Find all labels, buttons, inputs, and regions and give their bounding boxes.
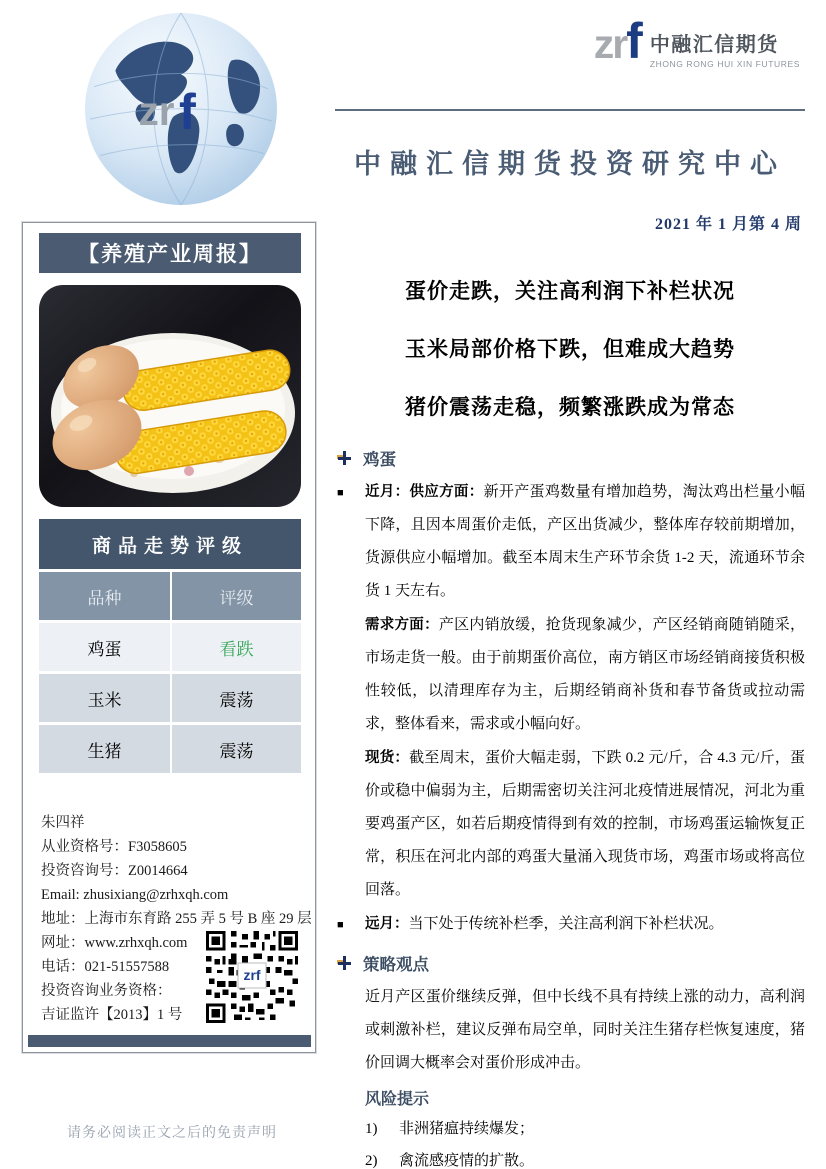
- headline-corn: 玉米局部价格下跌，但难成大趋势: [405, 337, 735, 361]
- company-logo: [593, 13, 800, 69]
- variety-cell: 鸡蛋: [39, 623, 170, 671]
- paragraph-lead: 需求方面：: [365, 617, 439, 633]
- company-name-cn: 中融汇信期货: [649, 34, 779, 56]
- rating-cell: 震荡: [170, 725, 301, 773]
- risk-item-text: 非洲猪瘟持续爆发；: [399, 1121, 535, 1137]
- analyst-qualification-no: 从业资格号：F3058605: [41, 839, 187, 855]
- paragraph-near-month-supply: [337, 476, 805, 608]
- paragraph-strategy: [365, 981, 805, 1080]
- zrf-logo-icon: [593, 13, 643, 69]
- rating-table: [39, 519, 301, 773]
- advisory-license-label: 投资咨询业务资格：: [41, 983, 172, 999]
- section-egg-title: 鸡蛋: [363, 450, 396, 469]
- column-header-rating: 评级: [170, 572, 301, 620]
- header-divider: [335, 109, 805, 111]
- sidebar-bottom-bar: [28, 1035, 311, 1047]
- logo-f-text: f: [626, 13, 643, 69]
- main-content: [335, 262, 805, 1169]
- advisory-license-no: 吉证监许【2013】1 号: [41, 1007, 183, 1023]
- paragraph-text: 当下处于传统补栏季，关注高利润下补栏状况。: [408, 916, 724, 932]
- globe-logo-icon: [62, 8, 300, 210]
- risk-item-text: 禽流感疫情的扩散。: [399, 1153, 535, 1169]
- logo-zr-text: zr: [593, 21, 627, 67]
- square-bullet-icon: ■: [337, 487, 344, 499]
- company-name-en: ZHONG RONG HUI XIN FUTURES: [649, 59, 800, 69]
- table-row: [39, 725, 301, 773]
- eggs-corn-photo: [39, 285, 301, 507]
- company-phone: 电话：021-51557588: [41, 959, 170, 975]
- risk-item: [365, 1145, 805, 1169]
- section-bullet-icon: [337, 451, 351, 465]
- variety-cell: 生猪: [39, 725, 170, 773]
- section-bullet-icon: [337, 956, 351, 970]
- research-center-title: 中融汇信期货投资研究中心: [354, 149, 786, 179]
- paragraph-lead: 远月：: [365, 916, 409, 932]
- paragraph-text: 新开产蛋鸡数量有增加趋势，淘汰鸡出栏量小幅下降，且因本周蛋价走低，产区出货减少，整体库存较前期增加，货源供应小幅增加。截至本周末生产环节余货 1-2 天，流通环节余货 1 天左右。: [365, 484, 805, 599]
- column-header-variety: 品种: [39, 572, 170, 620]
- headline-egg: 蛋价走跌，关注高利润下补栏状况: [405, 279, 735, 303]
- table-row: [39, 674, 301, 722]
- paragraph-demand: [365, 609, 805, 741]
- section-strategy: [337, 951, 805, 975]
- risk-item-number: 2): [365, 1153, 378, 1169]
- rating-table-header-row: [39, 572, 301, 620]
- paragraph-lead: 现货：: [365, 750, 410, 766]
- section-strategy-title: 策略观点: [363, 955, 429, 974]
- issue-date: 2021 年 1 月第 4 周: [654, 216, 802, 233]
- headline-hog: 猪价震荡走稳，频繁涨跌成为常态: [405, 395, 735, 419]
- risk-item-number: 1): [365, 1121, 378, 1137]
- risk-section-title: 风险提示: [365, 1091, 430, 1108]
- analyst-name: 朱四祥: [41, 815, 85, 831]
- report-badge: 【养殖产业周报】: [39, 233, 301, 273]
- paragraph-text: 近月产区蛋价继续反弹，但中长线不具有持续上涨的动力，高利润或刺激补栏，建议反弹布局空单，同时关注生猪存栏恢复速度，猪价回调大概率会对蛋价形成冲击。: [365, 989, 805, 1071]
- square-bullet-icon: ■: [337, 919, 344, 931]
- table-row: [39, 623, 301, 671]
- paragraph-text: 截至周末，蛋价大幅走弱，下跌 0.2 元/斤，合 4.3 元/斤，蛋价或稳中偏弱为主，后期需密切关注河北疫情进展情况，河北为重要鸡蛋产区，如若后期疫情得到有效的控制，市场鸡蛋运输恢复正常，积压在河北内部的鸡蛋大量涌入现货市场，鸡蛋市场或将高位回落。: [365, 750, 806, 898]
- svg-text:f: f: [178, 83, 196, 141]
- rating-table-title: 商品走势评级: [39, 519, 301, 569]
- company-address: 地址：上海市东育路 255 弄 5 号 B 座 29 层: [41, 911, 312, 927]
- qr-code: [206, 931, 298, 1023]
- paragraph-far-month: [337, 908, 805, 941]
- paragraph-text: 产区内销放缓，抢货现象减少，产区经销商随销随采，市场走货一般。由于前期蛋价高位，南方销区市场经销商接货积极性较低，以清理库存为主，后期经销商补货和春节备货或拉动需求，整体看来，需求或小幅向好。: [365, 617, 805, 732]
- svg-text:zrf: zrf: [243, 966, 261, 983]
- analyst-email: Email: zhusixiang@zrhxqh.com: [41, 887, 229, 903]
- analyst-advisory-no: 投资咨询号：Z0014664: [41, 863, 188, 879]
- rating-cell: 震荡: [170, 674, 301, 722]
- footer-disclaimer: 请务必阅读正文之后的免责声明: [67, 1126, 277, 1141]
- svg-text:zr: zr: [138, 88, 175, 135]
- risk-item: [365, 1113, 805, 1145]
- rating-cell: 看跌: [170, 623, 301, 671]
- paragraph-spot: [365, 742, 805, 907]
- sidebar: [22, 222, 316, 1053]
- variety-cell: 玉米: [39, 674, 170, 722]
- paragraph-lead: 近月：供应方面：: [365, 484, 484, 500]
- company-website: 网址：www.zrhxqh.com: [41, 935, 188, 951]
- section-egg: [337, 446, 805, 470]
